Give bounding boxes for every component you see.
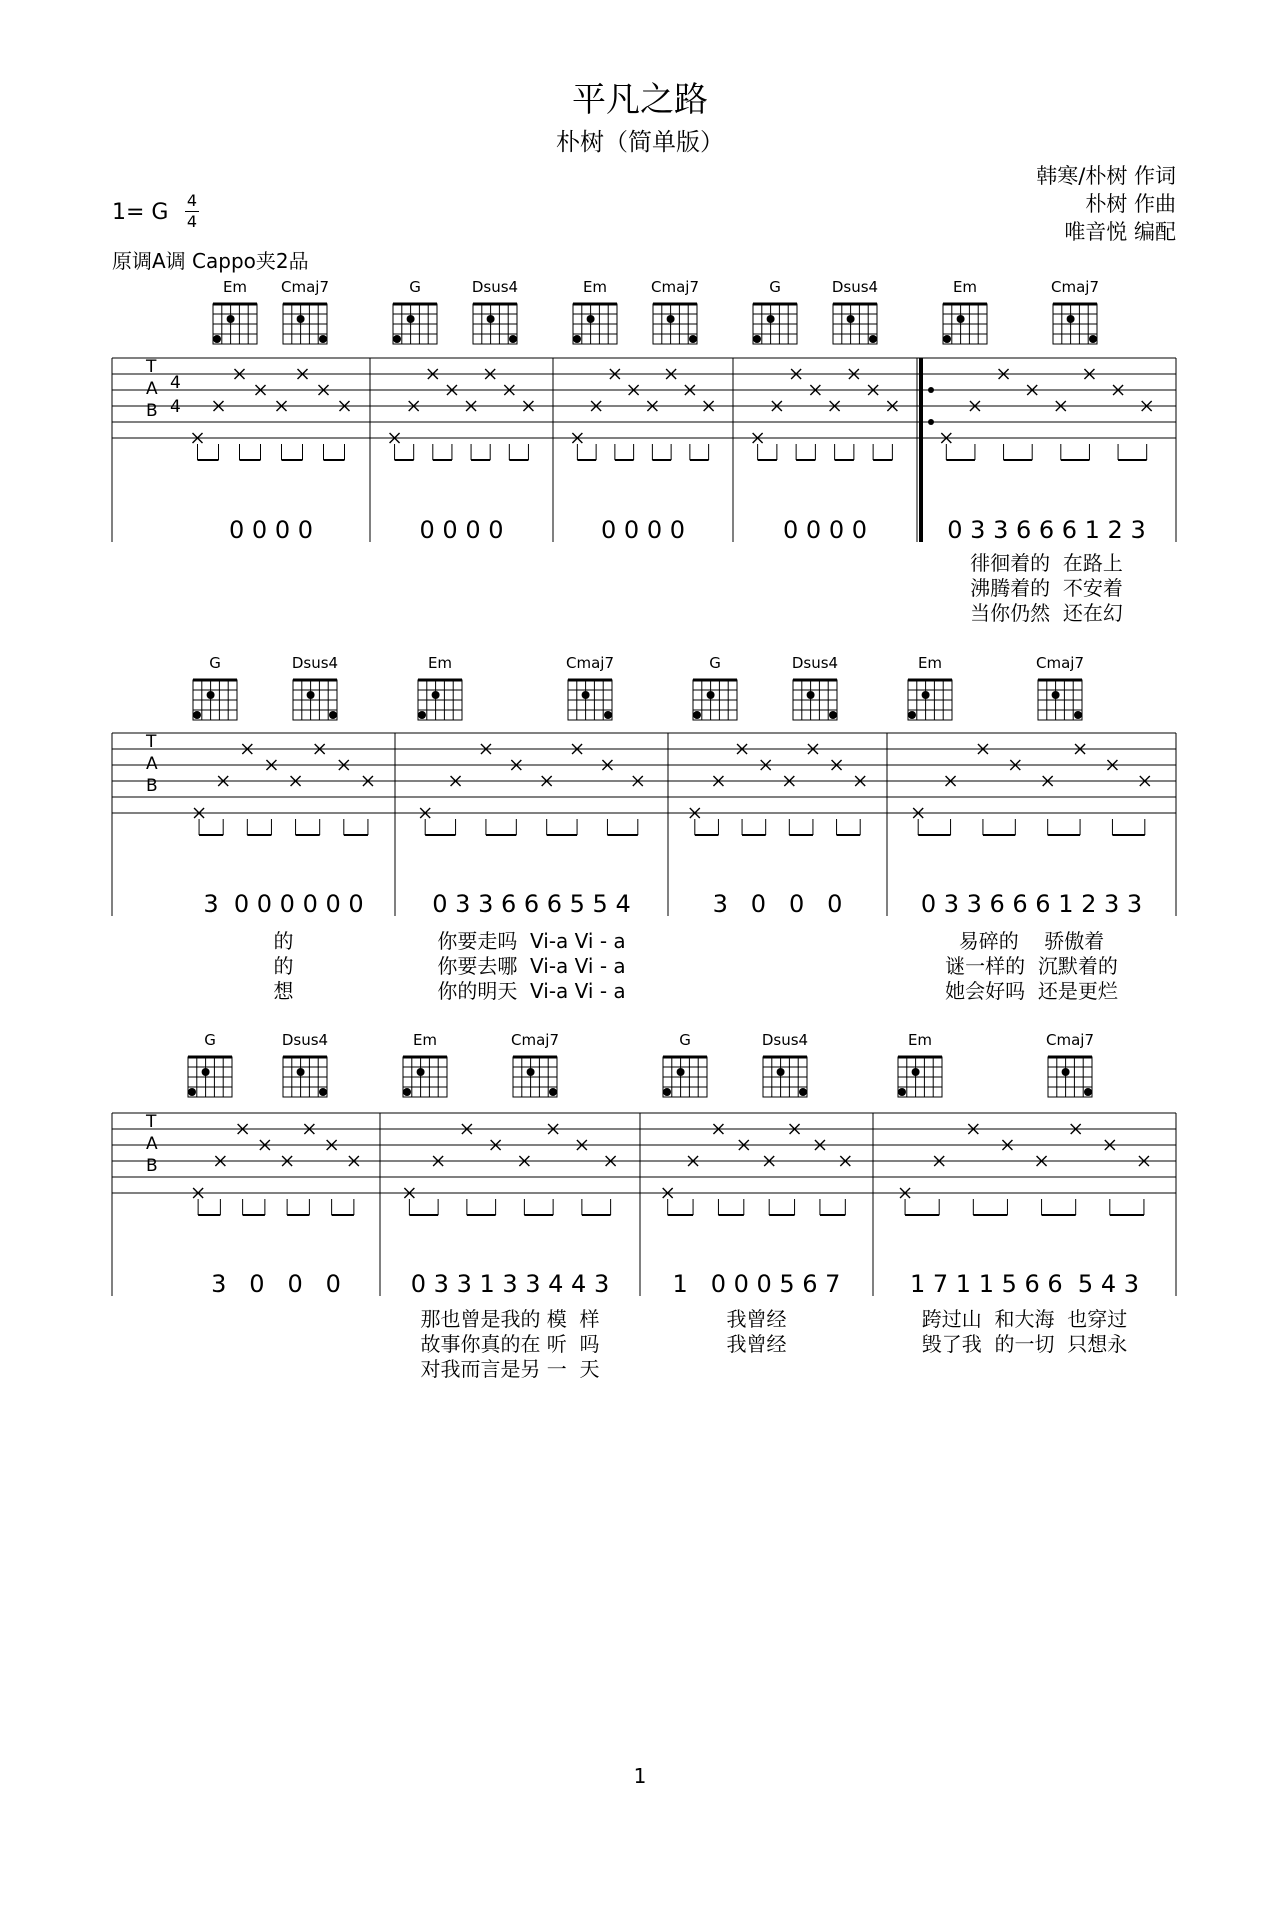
tab-clef-letter: B bbox=[146, 776, 158, 796]
chord-dot bbox=[549, 1088, 557, 1096]
chord-dot bbox=[869, 335, 877, 343]
jianpu-notes: 1 0 0 0 5 6 7 bbox=[672, 1270, 841, 1298]
lyric-line: 谜一样的 沉默着的 bbox=[945, 954, 1118, 978]
chord-name: Em bbox=[582, 278, 608, 296]
chord-dot bbox=[509, 335, 517, 343]
song-title: 平凡之路 bbox=[572, 80, 708, 120]
chord-name: Dsus4 bbox=[761, 1031, 809, 1049]
chord-dot bbox=[1084, 1088, 1092, 1096]
composer-credit: 朴树 作曲 bbox=[1085, 192, 1176, 216]
jianpu-notes: 0 0 0 0 bbox=[783, 516, 867, 544]
lyric-line: 的 bbox=[273, 929, 294, 953]
chord-dot bbox=[693, 711, 701, 719]
chord-dot bbox=[188, 1088, 196, 1096]
chord-dot bbox=[573, 335, 581, 343]
jianpu-notes: 3 0 0 0 bbox=[712, 890, 843, 918]
chord-dot bbox=[213, 335, 221, 343]
chord-dot bbox=[307, 691, 315, 699]
chord-dot bbox=[943, 335, 951, 343]
chord-name: Cmaj7 bbox=[1051, 278, 1099, 296]
chord-name: G bbox=[679, 1031, 691, 1049]
tab-clef-letter: A bbox=[146, 1134, 158, 1154]
chord-dot bbox=[407, 315, 415, 323]
chord-dot bbox=[227, 315, 235, 323]
jianpu-notes: 1 7 1 1 5 6 6 5 4 3 bbox=[910, 1270, 1139, 1298]
chord-name: Dsus4 bbox=[291, 654, 339, 672]
chord-dot bbox=[707, 691, 715, 699]
chord-name: Cmaj7 bbox=[511, 1031, 559, 1049]
chord-dot bbox=[202, 1068, 210, 1076]
chord-dot bbox=[1067, 315, 1075, 323]
chord-name: Cmaj7 bbox=[1036, 654, 1084, 672]
chord-dot bbox=[663, 1088, 671, 1096]
chord-dot bbox=[689, 335, 697, 343]
jianpu-notes: 0 3 3 6 6 6 5 5 4 bbox=[432, 890, 631, 918]
chord-dot bbox=[1089, 335, 1097, 343]
chord-dot bbox=[847, 315, 855, 323]
chord-dot bbox=[329, 711, 337, 719]
chord-name: G bbox=[409, 278, 421, 296]
chord-name: Em bbox=[917, 654, 943, 672]
lyric-line: 故事你真的在 听 吗 bbox=[420, 1332, 600, 1356]
tab-clef-letter: T bbox=[146, 732, 157, 752]
chord-dot bbox=[418, 711, 426, 719]
jianpu-notes: 0 3 3 6 6 6 1 2 3 3 bbox=[920, 890, 1143, 918]
tab-clef-letter: T bbox=[146, 357, 157, 377]
chord-dot bbox=[807, 691, 815, 699]
tab-time-top: 4 bbox=[170, 373, 181, 393]
jianpu-notes: 0 0 0 0 bbox=[601, 516, 685, 544]
chord-dot bbox=[297, 315, 305, 323]
time-signature-bottom: 4 bbox=[186, 212, 198, 231]
chord-dot bbox=[587, 315, 595, 323]
jianpu-notes: 3 0 0 0 0 0 0 bbox=[203, 890, 364, 918]
capo-note: 原调A调 Cappo夹2品 bbox=[112, 249, 309, 273]
chord-dot bbox=[957, 315, 965, 323]
time-signature-top: 4 bbox=[186, 191, 198, 210]
lyric-line: 毁了我 的一切 只想永 bbox=[921, 1332, 1128, 1356]
chord-name: Cmaj7 bbox=[651, 278, 699, 296]
jianpu-notes: 0 0 0 0 bbox=[419, 516, 504, 544]
chord-dot bbox=[799, 1088, 807, 1096]
chord-name: Cmaj7 bbox=[566, 654, 614, 672]
chord-dot bbox=[207, 691, 215, 699]
chord-dot bbox=[677, 1068, 685, 1076]
chord-dot bbox=[393, 335, 401, 343]
repeat-dot bbox=[928, 387, 934, 393]
chord-dot bbox=[604, 711, 612, 719]
chord-dot bbox=[582, 691, 590, 699]
chord-name: Em bbox=[907, 1031, 933, 1049]
tab-time-bottom: 4 bbox=[170, 397, 181, 417]
chord-dot bbox=[527, 1068, 535, 1076]
chord-dot bbox=[297, 1068, 305, 1076]
chord-name: G bbox=[204, 1031, 216, 1049]
lyric-line: 对我而言是另 一 天 bbox=[420, 1357, 600, 1381]
page-number: 1 bbox=[633, 1764, 647, 1788]
chord-dot bbox=[922, 691, 930, 699]
chord-dot bbox=[417, 1068, 425, 1076]
jianpu-notes: 0 3 3 6 6 6 1 2 3 bbox=[947, 516, 1146, 544]
chord-name: Dsus4 bbox=[281, 1031, 329, 1049]
jianpu-notes: 3 0 0 0 bbox=[211, 1270, 341, 1298]
chord-name: Dsus4 bbox=[831, 278, 879, 296]
chord-dot bbox=[319, 1088, 327, 1096]
chord-dot bbox=[908, 711, 916, 719]
lyric-line: 想 bbox=[273, 979, 294, 1003]
lyric-line: 你的明天 Vi-a Vi - a bbox=[437, 979, 626, 1003]
lyric-line: 跨过山 和大海 也穿过 bbox=[921, 1307, 1128, 1331]
chord-dot bbox=[753, 335, 761, 343]
arranger-credit: 唯音悦 编配 bbox=[1064, 220, 1176, 244]
lyric-line: 你要走吗 Vi-a Vi - a bbox=[437, 929, 626, 953]
lyricist-credit: 韩寒/朴树 作词 bbox=[1036, 164, 1176, 188]
chord-dot bbox=[912, 1068, 920, 1076]
chord-name: Cmaj7 bbox=[281, 278, 329, 296]
lyric-line: 我曾经 bbox=[726, 1332, 787, 1356]
chord-dot bbox=[403, 1088, 411, 1096]
chord-name: G bbox=[709, 654, 721, 672]
key-signature: 1= G bbox=[112, 200, 169, 225]
repeat-dot bbox=[928, 419, 934, 425]
lyric-line: 徘徊着的 在路上 bbox=[970, 551, 1123, 575]
chord-dot bbox=[1074, 711, 1082, 719]
chord-name: Dsus4 bbox=[791, 654, 839, 672]
chord-dot bbox=[1052, 691, 1060, 699]
chord-dot bbox=[432, 691, 440, 699]
lyric-line: 我曾经 bbox=[726, 1307, 787, 1331]
lyric-line: 那也曾是我的 模 样 bbox=[420, 1307, 600, 1331]
lyric-line: 你要去哪 Vi-a Vi - a bbox=[437, 954, 626, 978]
lyric-line: 的 bbox=[273, 954, 294, 978]
chord-name: Dsus4 bbox=[471, 278, 519, 296]
jianpu-notes: 0 3 3 1 3 3 4 4 3 bbox=[410, 1270, 610, 1298]
chord-dot bbox=[487, 315, 495, 323]
chord-name: Em bbox=[222, 278, 248, 296]
lyric-line: 当你仍然 还在幻 bbox=[970, 601, 1123, 625]
chord-dot bbox=[777, 1068, 785, 1076]
chord-name: Em bbox=[412, 1031, 438, 1049]
lyric-line: 沸腾着的 不安着 bbox=[970, 576, 1123, 600]
chord-dot bbox=[193, 711, 201, 719]
chord-dot bbox=[829, 711, 837, 719]
jianpu-notes: 0 0 0 0 bbox=[229, 516, 313, 544]
chord-name: Em bbox=[427, 654, 453, 672]
song-subtitle: 朴树（简单版） bbox=[556, 128, 724, 156]
chord-dot bbox=[898, 1088, 906, 1096]
chord-name: G bbox=[769, 278, 781, 296]
chord-name: Em bbox=[952, 278, 978, 296]
chord-dot bbox=[767, 315, 775, 323]
tab-clef-letter: B bbox=[146, 401, 158, 421]
chord-dot bbox=[667, 315, 675, 323]
lyric-line: 她会好吗 还是更烂 bbox=[945, 979, 1118, 1003]
tab-clef-letter: A bbox=[146, 379, 158, 399]
chord-dot bbox=[1062, 1068, 1070, 1076]
tab-clef-letter: B bbox=[146, 1156, 158, 1176]
chord-name: G bbox=[209, 654, 221, 672]
chord-dot bbox=[319, 335, 327, 343]
tab-clef-letter: T bbox=[146, 1112, 157, 1132]
chord-name: Cmaj7 bbox=[1046, 1031, 1094, 1049]
lyric-line: 易碎的 骄傲着 bbox=[958, 929, 1105, 953]
tab-clef-letter: A bbox=[146, 754, 158, 774]
